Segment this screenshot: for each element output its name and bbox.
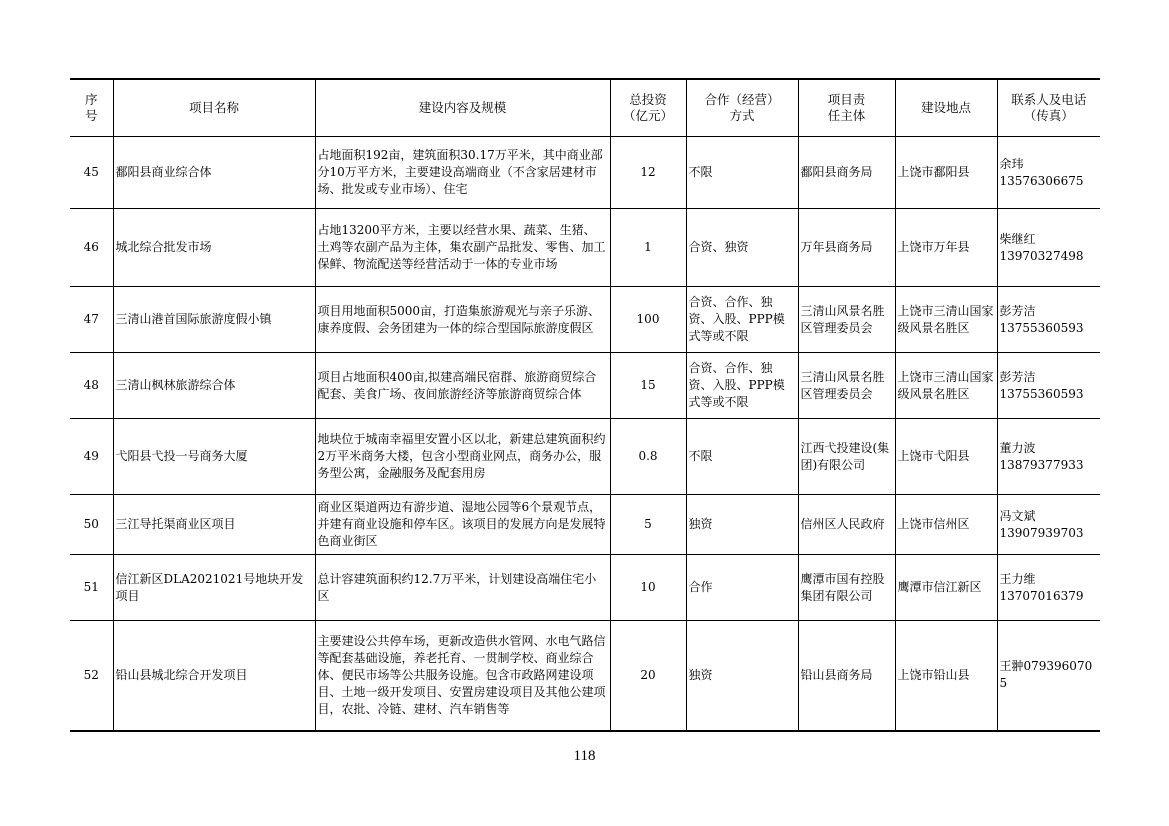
- cell-mode: 独资: [686, 495, 798, 555]
- cell-project-name: 三清山枫林旅游综合体: [113, 353, 315, 419]
- cell-project-name: 城北综合批发市场: [113, 209, 315, 287]
- table-row: [70, 137, 1100, 209]
- table-row: [70, 495, 1100, 555]
- page-number: 118: [573, 748, 596, 764]
- cell-contact: 彭芳洁 13755360593: [997, 287, 1100, 353]
- cell-content: 商业区渠道两边有游步道、湿地公园等6个景观节点，并建有商业设施和停车区。该项目的发展方向是发展特色商业街区: [315, 495, 610, 555]
- header-contact: 联系人及电话 （传真）: [997, 79, 1100, 137]
- cell-mode: 合资、合作、独资、入股、PPP模式等或不限: [686, 287, 798, 353]
- cell-investment: 20: [610, 621, 686, 731]
- project-table: [70, 78, 1100, 732]
- cell-location: 上饶市三清山国家级风景名胜区: [895, 353, 997, 419]
- cell-owner: 江西弋投建设(集团)有限公司: [798, 419, 895, 495]
- cell-project-name: 鄱阳县商业综合体: [113, 137, 315, 209]
- cell-location: 上饶市铅山县: [895, 621, 997, 731]
- cell-project-name: 三江导托渠商业区项目: [113, 495, 315, 555]
- cell-owner: 信州区人民政府: [798, 495, 895, 555]
- cell-contact: 彭芳洁 13755360593: [997, 353, 1100, 419]
- header-location: 建设地点: [895, 79, 997, 137]
- cell-location: 上饶市万年县: [895, 209, 997, 287]
- table-row: [70, 621, 1100, 731]
- cell-investment: 0.8: [610, 419, 686, 495]
- cell-index: 47: [70, 287, 113, 353]
- table-header-row: [70, 79, 1100, 137]
- cell-index: 51: [70, 555, 113, 621]
- header-cooperation-mode: 合作（经营） 方式: [686, 79, 798, 137]
- table-row: [70, 287, 1100, 353]
- cell-mode: 独资: [686, 621, 798, 731]
- cell-content: 主要建设公共停车场，更新改造供水管网、水电气路信等配套基础设施，养老托育、一贯制学校、商业综合体、便民市场等公共服务设施。包含市政路网建设项目、土地一级开发项目、安置房建设项目及其他公建项目，农批、冷链、建材、汽车销售等: [315, 621, 610, 731]
- cell-investment: 1: [610, 209, 686, 287]
- table-row: [70, 353, 1100, 419]
- header-responsible-entity: 项目责 任主体: [798, 79, 895, 137]
- table-body: [70, 137, 1100, 731]
- project-table-container: [70, 78, 1100, 732]
- header-index: 序 号: [70, 79, 113, 137]
- cell-owner: 三清山风景名胜区管理委员会: [798, 287, 895, 353]
- cell-location: 上饶市鄱阳县: [895, 137, 997, 209]
- cell-index: 46: [70, 209, 113, 287]
- cell-project-name: 三清山港首国际旅游度假小镇: [113, 287, 315, 353]
- cell-content: 总计容建筑面积约12.7万平米，计划建设高端住宅小区: [315, 555, 610, 621]
- cell-content: 项目用地面积5000亩，打造集旅游观光与亲子乐游、康养度假、会务团建为一体的综合型国际旅游度假区: [315, 287, 610, 353]
- cell-contact: 王力维 13707016379: [997, 555, 1100, 621]
- cell-index: 45: [70, 137, 113, 209]
- cell-owner: 三清山风景名胜区管理委员会: [798, 353, 895, 419]
- cell-mode: 合资、独资: [686, 209, 798, 287]
- table-row: [70, 209, 1100, 287]
- cell-contact: 王翀0793960705: [997, 621, 1100, 731]
- header-total-investment: 总投资 （亿元）: [610, 79, 686, 137]
- cell-location: 上饶市三清山国家级风景名胜区: [895, 287, 997, 353]
- cell-content: 项目占地面积400亩,拟建高端民宿群、旅游商贸综合配套、美食广场、夜间旅游经济等旅游商贸综合体: [315, 353, 610, 419]
- cell-index: 50: [70, 495, 113, 555]
- cell-contact: 余玮 13576306675: [997, 137, 1100, 209]
- cell-index: 49: [70, 419, 113, 495]
- cell-contact: 冯文斌 13907939703: [997, 495, 1100, 555]
- cell-owner: 万年县商务局: [798, 209, 895, 287]
- cell-location: 上饶市弋阳县: [895, 419, 997, 495]
- cell-location: 鹰潭市信江新区: [895, 555, 997, 621]
- cell-project-name: 信江新区DLA2021021号地块开发项目: [113, 555, 315, 621]
- cell-owner: 铅山县商务局: [798, 621, 895, 731]
- cell-investment: 12: [610, 137, 686, 209]
- cell-content: 占地面积192亩，建筑面积30.17万平米，其中商业部分10万平方米，主要建设高端商业（不含家居建材市场、批发或专业市场）、住宅: [315, 137, 610, 209]
- cell-owner: 鄱阳县商务局: [798, 137, 895, 209]
- header-content-scale: 建设内容及规模: [315, 79, 610, 137]
- cell-content: 占地13200平方米，主要以经营水果、蔬菜、生猪、土鸡等农副产品为主体，集农副产品批发、零售、加工保鲜、物流配送等经营活动于一体的专业市场: [315, 209, 610, 287]
- cell-project-name: 弋阳县弋投一号商务大厦: [113, 419, 315, 495]
- cell-investment: 10: [610, 555, 686, 621]
- cell-index: 52: [70, 621, 113, 731]
- cell-investment: 15: [610, 353, 686, 419]
- cell-project-name: 铅山县城北综合开发项目: [113, 621, 315, 731]
- cell-mode: 不限: [686, 419, 798, 495]
- cell-location: 上饶市信州区: [895, 495, 997, 555]
- cell-investment: 5: [610, 495, 686, 555]
- cell-investment: 100: [610, 287, 686, 353]
- cell-content: 地块位于城南幸福里安置小区以北，新建总建筑面积约2万平米商务大楼，包含小型商业网点，商务办公，服务型公寓，金融服务及配套用房: [315, 419, 610, 495]
- table-row: [70, 419, 1100, 495]
- cell-mode: 不限: [686, 137, 798, 209]
- cell-owner: 鹰潭市国有控股集团有限公司: [798, 555, 895, 621]
- cell-mode: 合资、合作、独资、入股、PPP模式等或不限: [686, 353, 798, 419]
- cell-mode: 合作: [686, 555, 798, 621]
- cell-contact: 柴继红 13970327498: [997, 209, 1100, 287]
- table-row: [70, 555, 1100, 621]
- cell-index: 48: [70, 353, 113, 419]
- cell-contact: 董力波 13879377933: [997, 419, 1100, 495]
- header-project-name: 项目名称: [113, 79, 315, 137]
